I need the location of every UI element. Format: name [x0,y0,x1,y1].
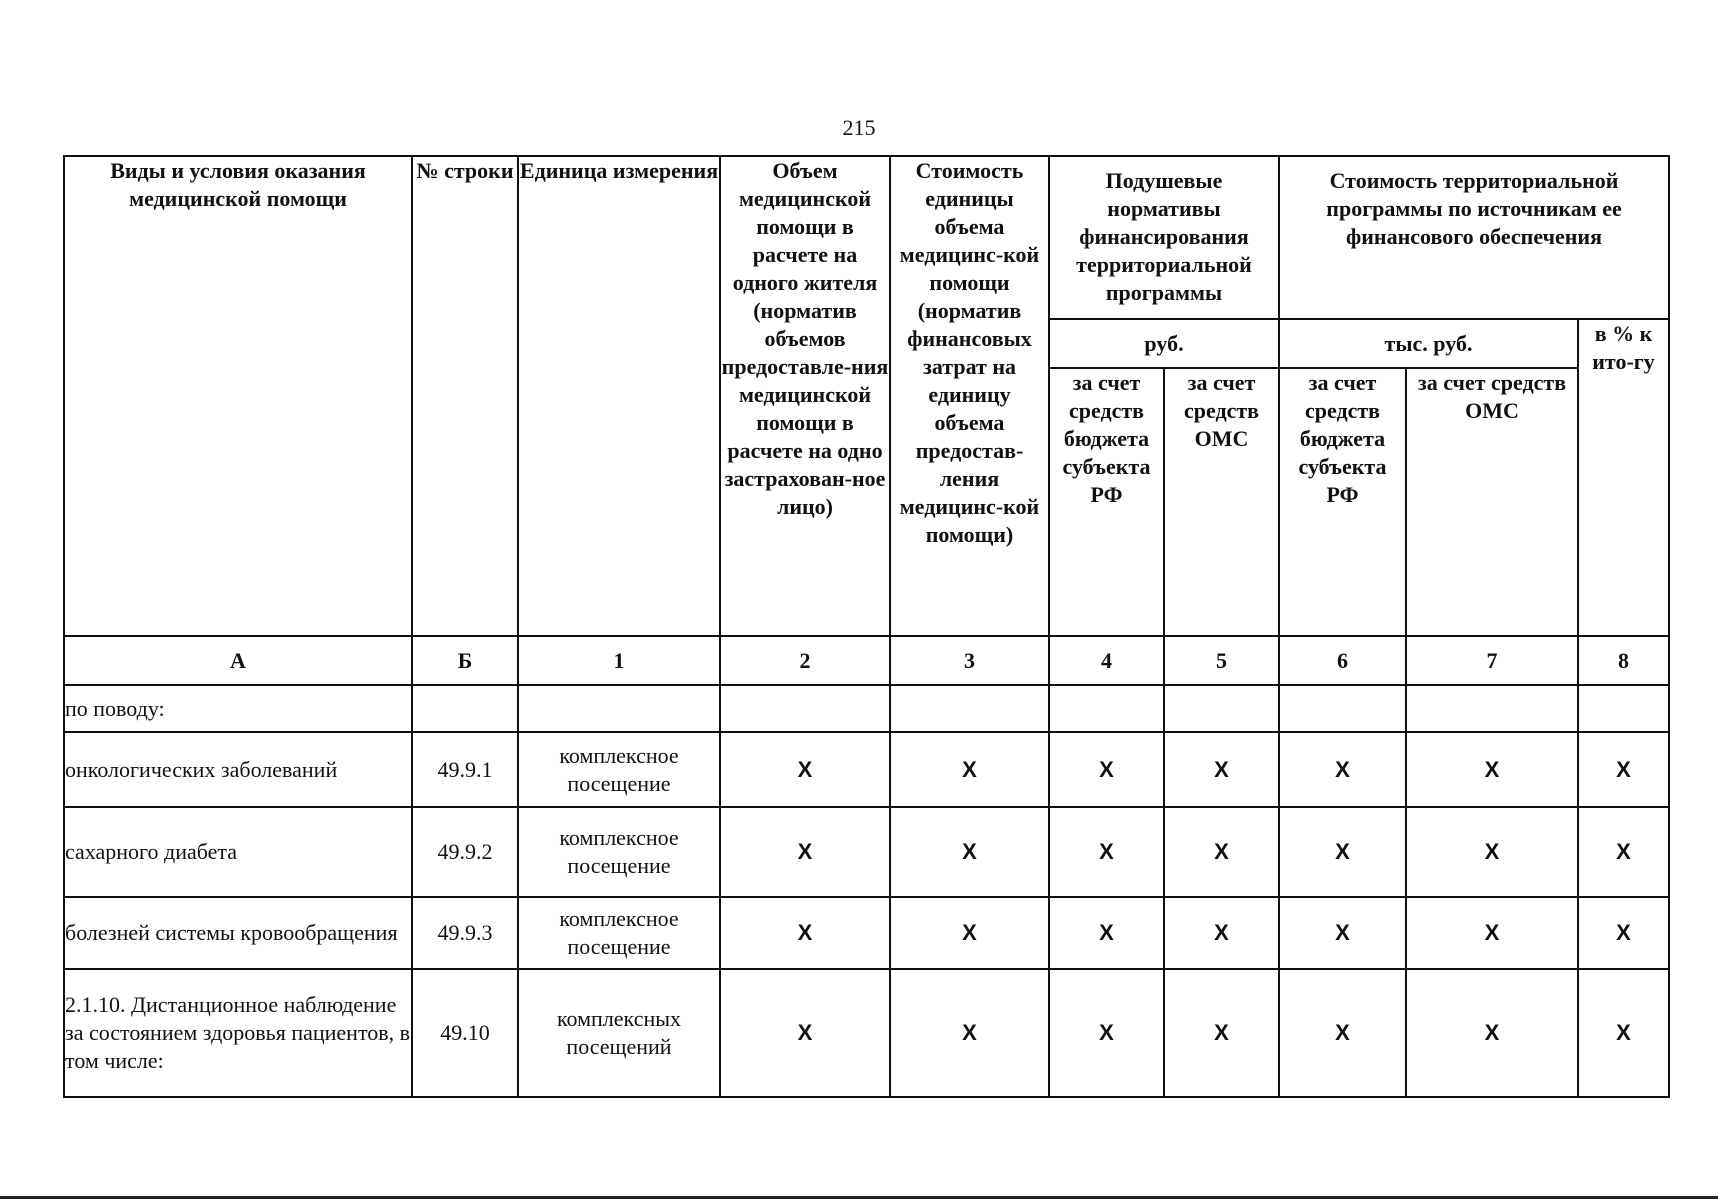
financing-table [63,155,1670,1098]
header-per-capita-oms: за счет средств ОМС [1164,368,1279,636]
value-cell: X [1164,807,1279,897]
value-cell: X [1164,732,1279,807]
value-cell: X [1578,732,1669,807]
value-cell: X [1279,732,1406,807]
unit-cell: комплексное посещение [518,897,720,969]
table-row [64,969,1669,1097]
value-cell: X [1049,897,1164,969]
value-cell: X [1279,897,1406,969]
value-cell: X [1406,897,1578,969]
index-cell: 6 [1279,636,1406,685]
value-cell [1578,685,1669,732]
header-unit: Единица измерения [518,156,720,636]
header-unit-cost: Стоимость единицы объема медицинс-кой помощи (норматив финансовых затрат на единицу объема предостав-ления медицинс-кой помощи) [890,156,1049,636]
value-cell: X [720,732,890,807]
value-cell [890,685,1049,732]
value-cell [720,685,890,732]
care-type-cell: болезней системы кровообращения [64,897,412,969]
value-cell: X [1049,807,1164,897]
row-number-cell: 49.10 [412,969,518,1097]
header-per-capita-norms: Подушевые нормативы финансирования территориальной программы [1049,156,1279,319]
value-cell [1406,685,1578,732]
index-cell: 7 [1406,636,1578,685]
header-care-type: Виды и условия оказания медицинской помощи [64,156,412,636]
header-per-capita-budget: за счет средств бюджета субъекта РФ [1049,368,1164,636]
care-type-cell: 2.1.10. Дистанционное наблюдение за состоянием здоровья пациентов, в том числе: [64,969,412,1097]
index-cell: Б [412,636,518,685]
value-cell [1164,685,1279,732]
value-cell: X [1406,807,1578,897]
row-number-cell: 49.9.1 [412,732,518,807]
value-cell: X [890,732,1049,807]
table-row [64,897,1669,969]
index-cell: 3 [890,636,1049,685]
table-row [64,685,1669,732]
value-cell: X [890,969,1049,1097]
index-cell: 4 [1049,636,1164,685]
header-program-cost: Стоимость территориальной программы по источникам ее финансового обеспечения [1279,156,1669,319]
header-volume-per-resident: Объем медицинской помощи в расчете на одного жителя (норматив объемов предоставле-ния медицинской помощи в расчете на одно застрахован-ное лицо) [720,156,890,636]
value-cell: X [1164,969,1279,1097]
index-cell: А [64,636,412,685]
index-cell: 5 [1164,636,1279,685]
index-cell: 1 [518,636,720,685]
unit-cell: комплексных посещений [518,969,720,1097]
index-cell: 2 [720,636,890,685]
value-cell [1279,685,1406,732]
header-unit-rub: руб. [1049,319,1279,368]
header-cost-budget: за счет средств бюджета субъекта РФ [1279,368,1406,636]
value-cell: X [1049,732,1164,807]
care-type-cell: онкологических заболеваний [64,732,412,807]
row-number-cell: 49.9.3 [412,897,518,969]
unit-cell: комплексное посещение [518,807,720,897]
column-index-row [64,636,1669,685]
value-cell: X [1164,897,1279,969]
value-cell: X [890,807,1049,897]
value-cell: X [1578,897,1669,969]
value-cell: X [720,807,890,897]
header-row-number: № строки [412,156,518,636]
header-cost-oms: за счет средств ОМС [1406,368,1578,636]
value-cell: X [1578,807,1669,897]
page-bottom-border [0,1196,1718,1199]
value-cell: X [1049,969,1164,1097]
header-percent-of-total: в % к ито-гу [1578,319,1669,636]
page-number: 215 [842,115,876,140]
care-type-cell: сахарного диабета [64,807,412,897]
unit-cell: комплексное посещение [518,732,720,807]
unit-cell [518,685,720,732]
header-unit-thousand-rub: тыс. руб. [1279,319,1578,368]
value-cell: X [1279,969,1406,1097]
value-cell: X [1406,732,1578,807]
value-cell [1049,685,1164,732]
table-row [64,732,1669,807]
row-number-cell [412,685,518,732]
index-cell: 8 [1578,636,1669,685]
value-cell: X [1578,969,1669,1097]
row-number-cell: 49.9.2 [412,807,518,897]
table-row [64,807,1669,897]
value-cell: X [890,897,1049,969]
value-cell: X [720,969,890,1097]
value-cell: X [1279,807,1406,897]
value-cell: X [720,897,890,969]
value-cell: X [1406,969,1578,1097]
care-type-cell: по поводу: [64,685,412,732]
